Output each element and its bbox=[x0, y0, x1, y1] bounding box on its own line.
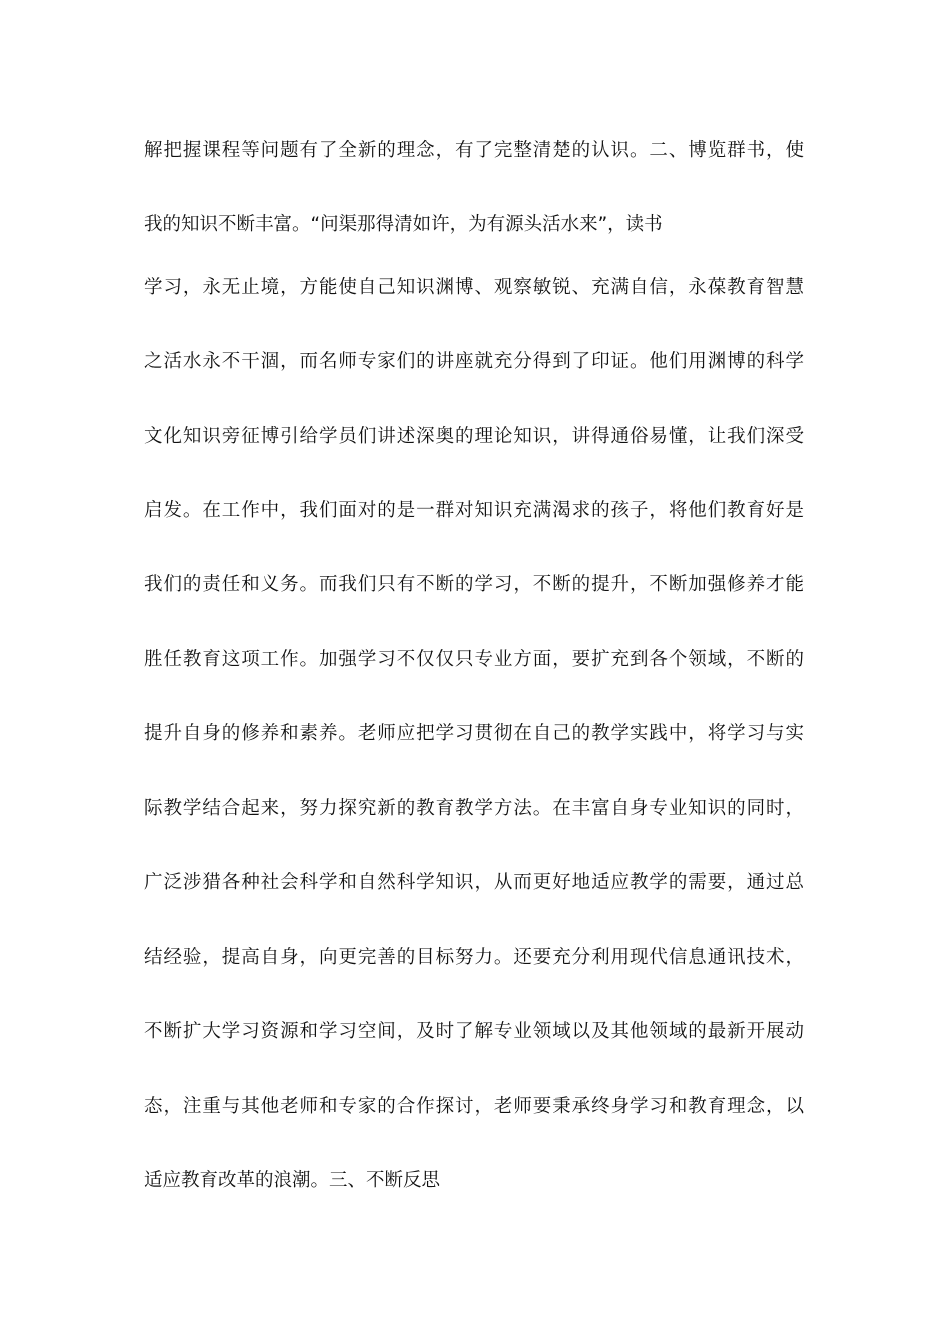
text-line: 解把握课程等问题有了全新的理念，有了完整清楚的认识。二、博览群书，使 bbox=[144, 140, 804, 161]
text-line: 不断扩大学习资源和学习空间，及时了解专业领域以及其他领域的最新开展动 bbox=[144, 1021, 804, 1042]
text-line: 之活水永不干涸，而名师专家们的讲座就充分得到了印证。他们用渊博的科学 bbox=[144, 351, 804, 372]
text-line: 文化知识旁征博引给学员们讲述深奥的理论知识，讲得通俗易懂，让我们深受 bbox=[144, 426, 804, 447]
text-line: 我的知识不断丰富。“问渠那得清如许，为有源头活水来”，读书 bbox=[144, 214, 663, 235]
text-line: 我们的责任和义务。而我们只有不断的学习，不断的提升，不断加强修养才能 bbox=[144, 574, 804, 595]
text-line: 际教学结合起来，努力探究新的教育教学方法。在丰富自身专业知识的同时， bbox=[144, 798, 804, 819]
text-line: 适应教育改革的浪潮。三、不断反思 bbox=[144, 1170, 441, 1191]
text-line: 结经验，提高自身，向更完善的目标努力。还要充分利用现代信息通讯技术， bbox=[144, 947, 804, 968]
text-line: 态，注重与其他老师和专家的合作探讨，老师要秉承终身学习和教育理念，以 bbox=[144, 1096, 804, 1117]
text-line: 启发。在工作中，我们面对的是一群对知识充满渴求的孩子，将他们教育好是 bbox=[144, 500, 804, 521]
text-line: 提升自身的修养和素养。老师应把学习贯彻在自己的教学实践中，将学习与实 bbox=[144, 723, 804, 744]
text-line: 胜任教育这项工作。加强学习不仅仅只专业方面，要扩充到各个领域，不断的 bbox=[144, 649, 804, 670]
text-line: 学习，永无止境，方能使自己知识渊博、观察敏锐、充满自信，永葆教育智慧 bbox=[144, 277, 804, 298]
text-line: 广泛涉猎各种社会科学和自然科学知识，从而更好地适应教学的需要，通过总 bbox=[144, 872, 804, 893]
